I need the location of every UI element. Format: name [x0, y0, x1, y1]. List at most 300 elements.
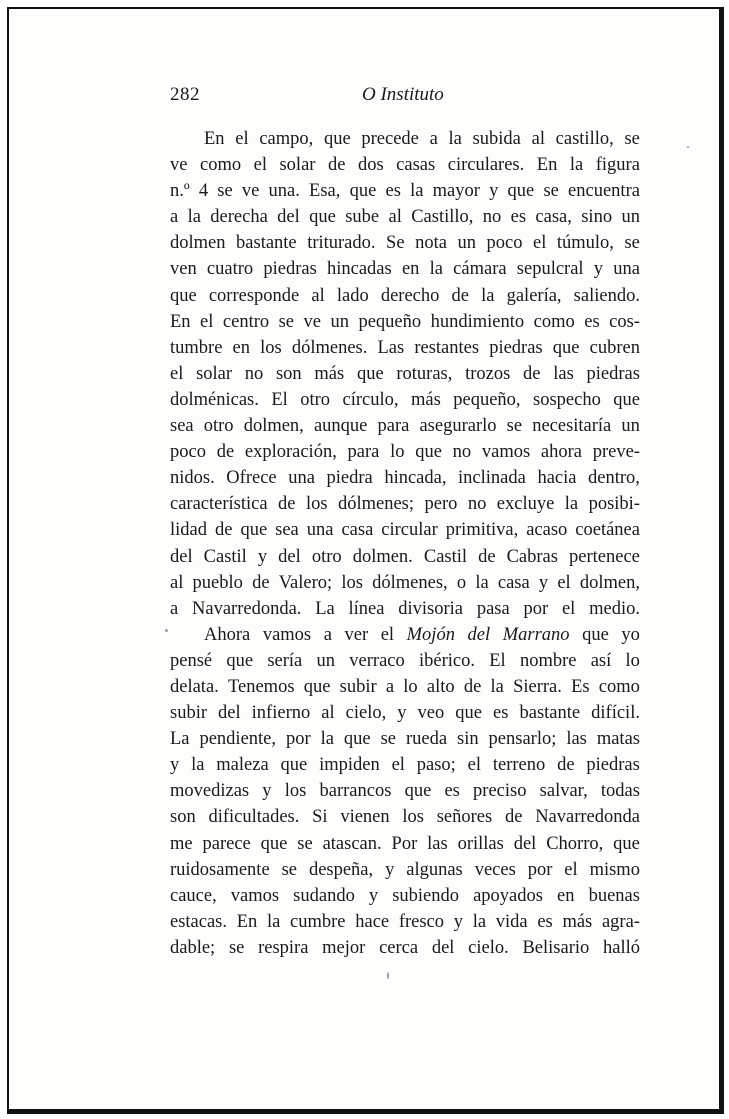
word: En [236, 911, 258, 932]
word: es [584, 311, 600, 332]
word: así [590, 650, 612, 671]
word: nota [415, 233, 447, 254]
word: vida [495, 911, 528, 932]
word: lo [403, 676, 418, 697]
word: un [621, 416, 640, 437]
word: y [257, 546, 268, 567]
word: preciso [473, 781, 527, 802]
word: casa, [535, 207, 572, 228]
word: cuatro [206, 259, 254, 280]
word: el [561, 598, 576, 619]
word: una [306, 520, 334, 541]
text-line [170, 465, 640, 491]
word: encuentra [568, 181, 640, 202]
word: de [557, 755, 575, 776]
word: El [271, 389, 288, 410]
word: respira [258, 937, 309, 958]
word: cos- [609, 311, 640, 332]
word: como [533, 311, 575, 332]
word: que [226, 650, 254, 671]
text-line [170, 413, 640, 439]
word: la [429, 259, 443, 280]
word: no [482, 207, 502, 228]
word: al [531, 129, 545, 149]
word: Por [391, 833, 418, 854]
word: Cabras [506, 546, 558, 567]
word: algunas [406, 859, 463, 880]
word: es [537, 911, 553, 932]
word: Ahora [204, 624, 251, 645]
word: Navarredonda. [192, 598, 302, 619]
word: veo [417, 703, 445, 724]
page-header [170, 84, 640, 110]
word: hundimiento [430, 311, 525, 332]
word: 4 [198, 181, 209, 202]
text-line [170, 804, 640, 830]
word: buenas [588, 885, 640, 906]
word: una. [268, 181, 300, 202]
word: casa [497, 572, 530, 593]
word: el [380, 624, 395, 645]
word: paso; [416, 755, 456, 776]
word: se [281, 859, 298, 880]
word: se [278, 311, 295, 332]
word: ahora [540, 442, 582, 463]
word: se [506, 416, 523, 437]
word: que [507, 181, 535, 202]
word: circulares. [447, 155, 525, 176]
word: se [543, 181, 559, 202]
word: nidos. [170, 468, 215, 489]
word: hace [355, 911, 390, 932]
word: exploración, [244, 442, 337, 463]
word: dólmenes. [291, 337, 368, 358]
word: Belisario [522, 937, 590, 958]
word: Es [571, 676, 590, 697]
word: dólmenes; [337, 494, 415, 515]
word: al [321, 703, 335, 724]
word: lo [625, 650, 640, 671]
word: La [170, 729, 190, 750]
word: los [305, 494, 328, 515]
word: Esa, [309, 181, 341, 202]
scan-speck [687, 146, 689, 148]
word: preve- [592, 442, 640, 463]
word: del [218, 703, 241, 724]
word: vamos [262, 624, 312, 645]
word: las [566, 729, 587, 750]
word: trozos [465, 363, 511, 384]
word: las [553, 363, 574, 384]
word: Tenemos [228, 676, 295, 697]
word: y [385, 859, 395, 880]
word: ver [344, 624, 369, 645]
word: no [244, 363, 264, 384]
word: galería, [506, 285, 562, 306]
word: ruidosamente [170, 859, 270, 880]
word: dolmen. [352, 546, 413, 567]
text-line [170, 283, 640, 309]
word: apoyados [473, 885, 543, 906]
word: pero [424, 494, 458, 515]
word: ve [241, 181, 260, 202]
word: se [297, 833, 313, 854]
word: el [170, 363, 184, 384]
word: castillo, [555, 129, 614, 149]
word: dos [357, 155, 384, 176]
word: por [527, 859, 553, 880]
word: es [493, 703, 509, 724]
text-line [170, 491, 640, 517]
word: cerca [379, 937, 419, 958]
word: vamos [230, 885, 280, 906]
word: es [510, 207, 527, 228]
word: pertenece [569, 546, 640, 567]
word: se [380, 729, 396, 750]
word: poco [486, 233, 523, 254]
word: Castillo, [411, 207, 474, 228]
word: despeña, [308, 859, 374, 880]
word: agra- [601, 911, 640, 932]
word: en [232, 337, 250, 358]
word: y [368, 885, 379, 906]
word: sea [275, 520, 299, 541]
word: saliendo. [573, 285, 640, 306]
text-line [170, 648, 640, 674]
word: alto [426, 676, 455, 697]
word: como [598, 676, 640, 697]
text-line [170, 778, 640, 804]
word: piedras [489, 337, 543, 358]
word: campo, [259, 129, 314, 149]
word: de [463, 676, 482, 697]
word: que [309, 207, 336, 228]
word: los [341, 572, 363, 593]
word: la [564, 494, 579, 515]
word: mayor [432, 181, 480, 202]
word: triturado. [307, 233, 376, 254]
word: al [170, 572, 184, 593]
word: centro [222, 311, 270, 332]
word: cumbre [290, 911, 346, 932]
word: sea [170, 416, 194, 437]
word: un [457, 233, 476, 254]
word: Se [386, 233, 405, 254]
word: restantes [414, 337, 480, 358]
word: se [624, 233, 640, 254]
word: la [266, 911, 281, 932]
word: sino [581, 207, 613, 228]
text-line [170, 204, 640, 230]
word: se [228, 937, 245, 958]
word: y [453, 911, 463, 932]
word: un [316, 650, 336, 671]
word: dolménicas. [170, 389, 259, 410]
word: pueblo [192, 572, 243, 593]
text-line [170, 752, 640, 778]
word: Ofrece [226, 468, 277, 489]
word: barrancos [319, 781, 392, 802]
word: pensarlo; [488, 729, 557, 750]
word: de [523, 363, 541, 384]
text-line [170, 883, 640, 909]
word: Castil [423, 546, 468, 567]
word: de [478, 546, 496, 567]
text-line [170, 596, 640, 622]
word: delata. [170, 676, 219, 697]
word: hincada, [384, 468, 447, 489]
word: a [385, 676, 395, 697]
word: de [216, 442, 235, 463]
word: y [170, 755, 180, 776]
word: pasa [476, 598, 510, 619]
word: y [397, 703, 407, 724]
word: otro [203, 416, 234, 437]
word: subiendo [392, 885, 460, 906]
word: para [377, 416, 410, 437]
word: que [260, 833, 288, 854]
word: que [356, 363, 384, 384]
word: hacia [537, 468, 577, 489]
word: pendiente, [199, 729, 277, 750]
word: que [613, 833, 640, 854]
word: el [391, 755, 405, 776]
word: dable; [170, 937, 216, 958]
word: Chorro, [546, 833, 604, 854]
word: señores [436, 807, 493, 828]
scan-speck [165, 629, 168, 632]
word: para [347, 442, 380, 463]
word: figura [595, 155, 640, 176]
word: hincadas [327, 259, 392, 280]
word: lo [390, 442, 405, 463]
word: coetánea [575, 520, 640, 541]
word: el [564, 859, 578, 880]
word: y [593, 259, 604, 280]
word: el [557, 572, 571, 593]
word: que [415, 442, 442, 463]
word: salvar, [539, 781, 588, 802]
word: que [349, 181, 377, 202]
word: que [323, 129, 351, 149]
word: inclinada [458, 468, 526, 489]
word: la [410, 181, 424, 202]
word: como [199, 155, 242, 176]
word: que [613, 389, 640, 410]
word: del [170, 546, 193, 567]
word: pequeño [358, 311, 422, 332]
word: todas [600, 781, 640, 802]
word: el [467, 755, 482, 776]
word: estacas. [170, 911, 228, 932]
word: sudando [293, 885, 355, 906]
word: Castil [203, 546, 247, 567]
word: subir [339, 676, 377, 697]
word: maleza [216, 755, 269, 776]
word: la [448, 129, 462, 149]
word: derecho [380, 285, 440, 306]
word: En [536, 155, 558, 176]
word: vamos [481, 442, 531, 463]
word: ibérico. [419, 650, 475, 671]
word: tumbre [170, 337, 223, 358]
word: más [410, 389, 441, 410]
word: nombre [519, 650, 577, 671]
word: cubren [589, 337, 640, 358]
word: es [385, 181, 401, 202]
word: circular [381, 520, 438, 541]
word: En [204, 129, 225, 149]
word: la [191, 755, 205, 776]
word: excluye [496, 494, 555, 515]
word: aunque [313, 416, 368, 437]
word: son [275, 363, 302, 384]
word: más [562, 911, 593, 932]
word: sin [457, 729, 479, 750]
word: que [170, 285, 197, 306]
word: piedras [586, 755, 640, 776]
word: mismo [589, 859, 640, 880]
word: posibi- [588, 494, 640, 515]
word: a [170, 207, 179, 228]
word: difícil. [591, 703, 640, 724]
word: de [214, 520, 233, 541]
word: veces [474, 859, 516, 880]
text-line [170, 178, 640, 204]
word: La [315, 598, 335, 619]
text-line [170, 230, 640, 256]
word: Las [377, 337, 405, 358]
text-line [170, 335, 640, 361]
word: cielo, [345, 703, 387, 724]
word: terreno [492, 755, 546, 776]
word: dólmenes, [372, 572, 448, 593]
word: una [288, 468, 315, 489]
word: derecha [210, 207, 268, 228]
word: que [343, 729, 371, 750]
word: en [557, 885, 575, 906]
word: matas [596, 729, 640, 750]
word: subida [472, 129, 521, 149]
word: pequeño, [453, 389, 521, 410]
word: los [260, 337, 282, 358]
italic-word: Mojón [406, 624, 455, 645]
word: parece [202, 833, 251, 854]
word: ve [303, 311, 321, 332]
text-line [170, 361, 640, 387]
text-line [170, 726, 640, 752]
word: sospecho [533, 389, 601, 410]
word: me [170, 833, 193, 854]
word: n.º [170, 181, 190, 202]
word: mejor [322, 937, 366, 958]
text-line [170, 544, 640, 570]
word: sube [345, 207, 380, 228]
word: roturas, [396, 363, 453, 384]
word: se [624, 129, 640, 149]
text-line [170, 517, 640, 543]
word: sería [267, 650, 303, 671]
text-line [170, 909, 640, 935]
word: primitiva, [445, 520, 519, 541]
word: En [170, 311, 191, 332]
word: y [538, 572, 549, 593]
word: más [314, 363, 345, 384]
word: línea [348, 598, 385, 619]
word: acaso [526, 520, 568, 541]
word: otro [311, 546, 342, 567]
word: que [552, 337, 580, 358]
word: solar [196, 363, 233, 384]
word: de [327, 155, 346, 176]
text-line [170, 674, 640, 700]
word: al [388, 207, 402, 228]
running-title: O Instituto [362, 84, 444, 105]
text-line [170, 831, 640, 857]
word: por [523, 598, 549, 619]
word: halló [603, 937, 640, 958]
text-line [170, 570, 640, 596]
word: a [170, 598, 179, 619]
text-line [170, 439, 640, 465]
word: dificultades. [208, 807, 300, 828]
word: casa [341, 520, 374, 541]
text-line [170, 700, 640, 726]
word: cielo. [468, 937, 509, 958]
word: de [252, 572, 270, 593]
word: que [582, 624, 609, 645]
word: dolmen [170, 233, 226, 254]
word: necesitaría [532, 416, 612, 437]
word: Valero; [278, 572, 333, 593]
word: infierno [251, 703, 311, 724]
word: del [513, 833, 537, 854]
word: se [217, 181, 233, 202]
word: y [489, 181, 499, 202]
word: la [481, 285, 495, 306]
word: a [323, 624, 332, 645]
word: del [278, 546, 301, 567]
word: orillas [457, 833, 504, 854]
word: el [235, 129, 249, 149]
word: Navarredonda [535, 807, 640, 828]
word: El [489, 650, 506, 671]
word: atascan. [322, 833, 382, 854]
word: de [278, 494, 296, 515]
word: la [490, 676, 504, 697]
word: dolmen, [579, 572, 640, 593]
word: poco [170, 442, 206, 463]
word: la [569, 155, 584, 176]
text-line [170, 622, 640, 648]
word: yo [621, 624, 640, 645]
word: no [452, 442, 472, 463]
body-text [170, 126, 640, 961]
word: círculo, [342, 389, 399, 410]
word: la [320, 729, 334, 750]
word: un [330, 311, 349, 332]
word: lado [336, 285, 369, 306]
word: del [431, 937, 455, 958]
word: dolmen, [243, 416, 304, 437]
text-line [170, 309, 640, 335]
word: asegurarlo [419, 416, 497, 437]
word: fresco [398, 911, 445, 932]
word: por [285, 729, 311, 750]
word: las [427, 833, 448, 854]
word: el [533, 233, 547, 254]
word: lidad [170, 520, 207, 541]
